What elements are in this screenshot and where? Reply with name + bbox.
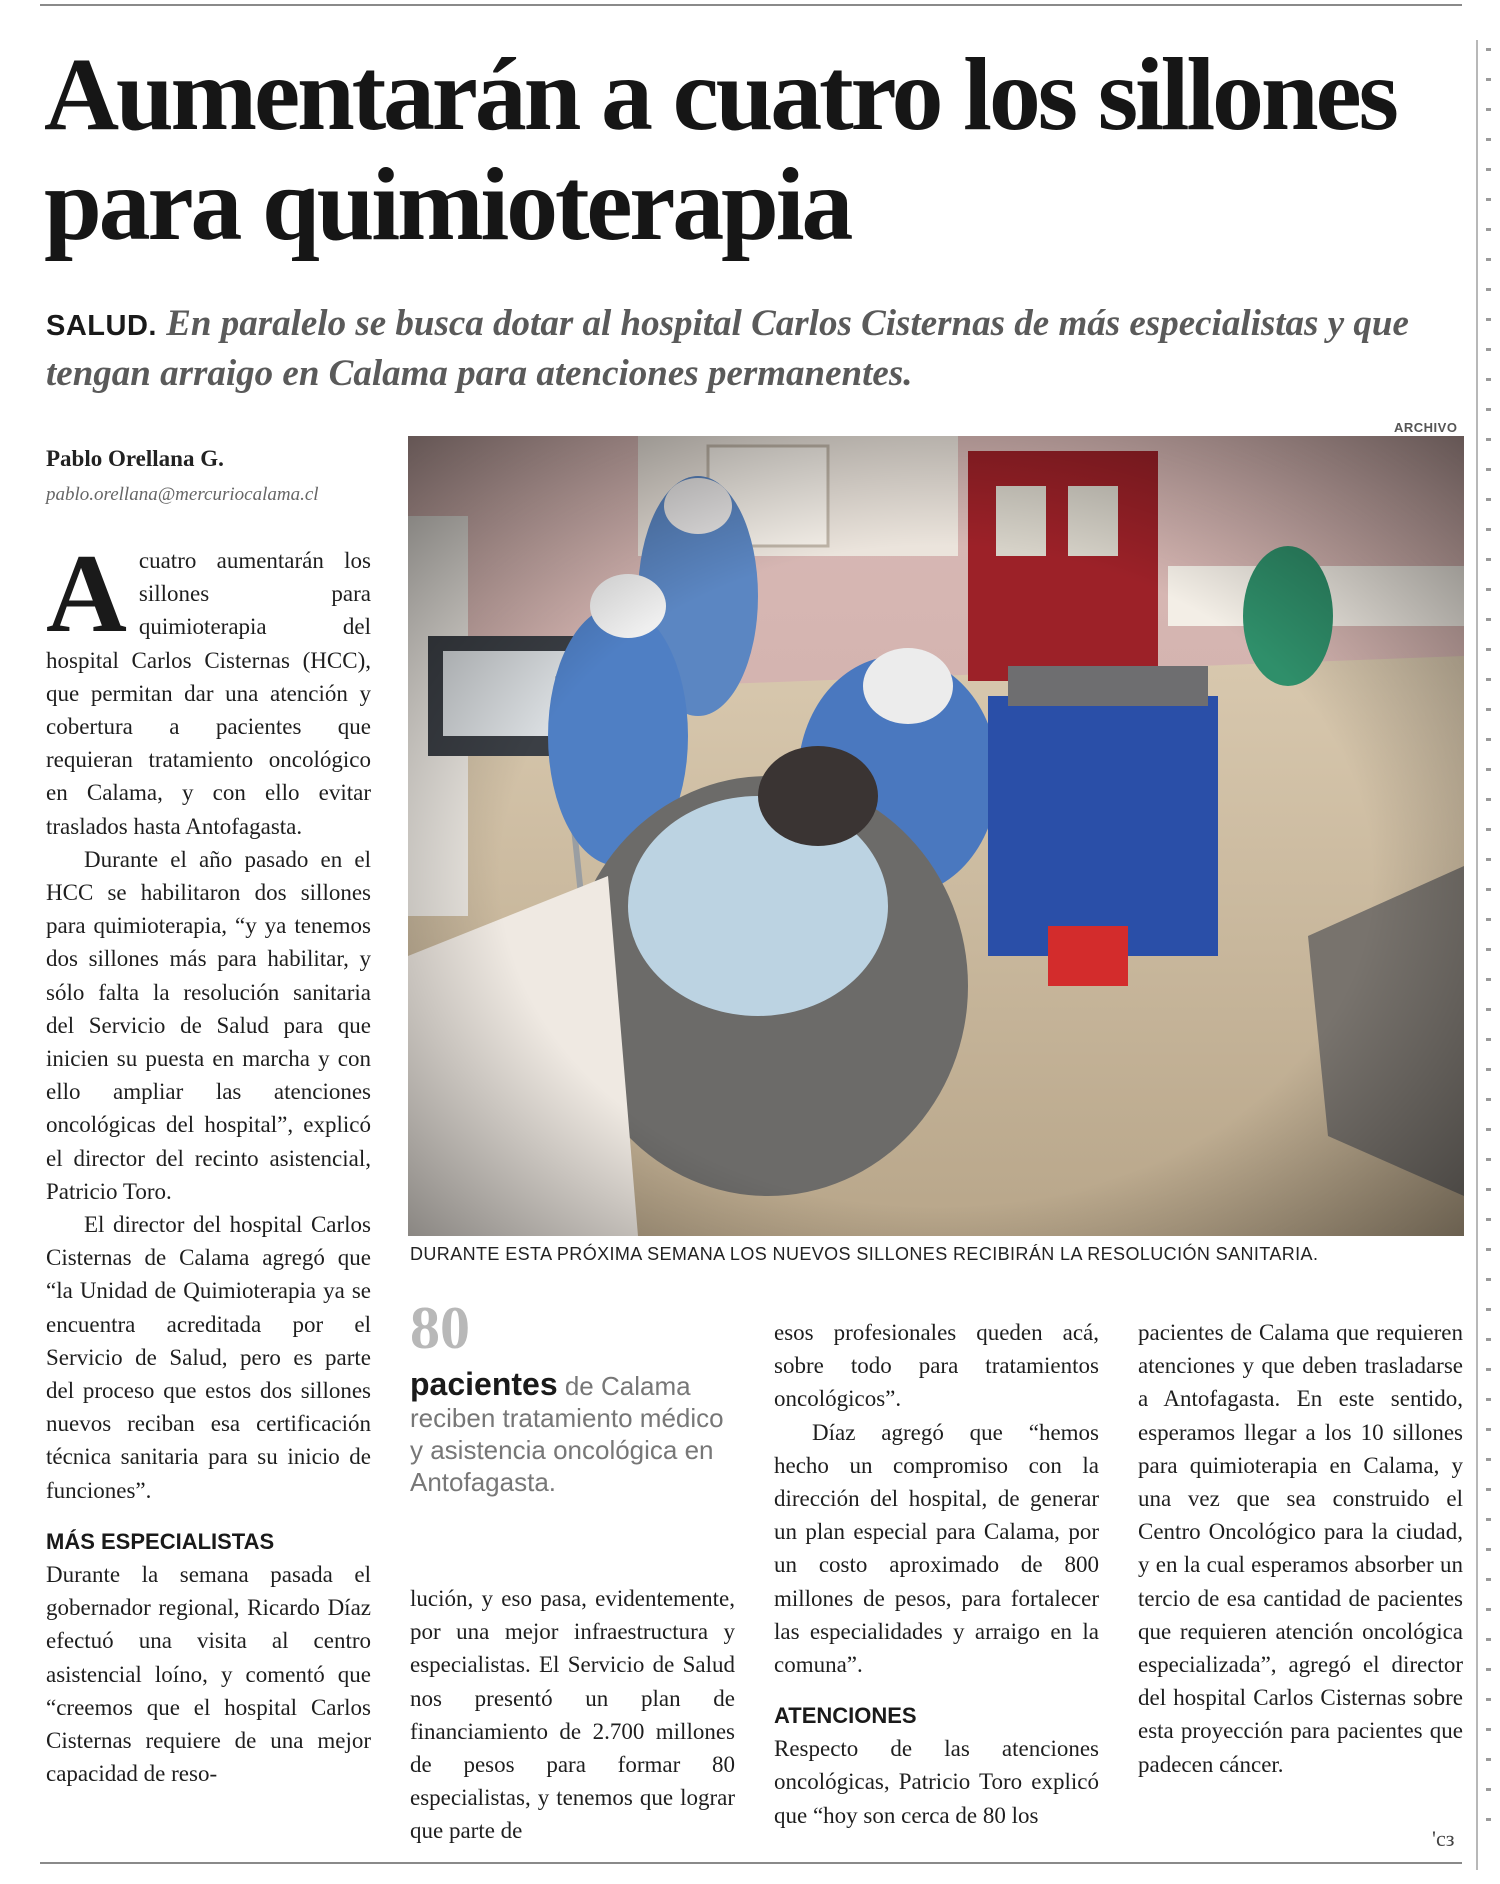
edge-mark	[1486, 1428, 1491, 1431]
bottom-rule	[40, 1862, 1462, 1864]
edge-mark	[1486, 348, 1491, 351]
edge-mark	[1486, 228, 1491, 231]
paragraph-3: El director del hospital Carlos Cisternas de Calama agregó que “la Unidad de Quimioterapia ya se encuentra acreditada por el Servicio de Salud, pero es parte del proceso que estos dos sillones nuevos reciban esa certificación técnica sanitaria para su inicio de funciones”.	[46, 1212, 371, 1503]
edge-mark	[1486, 1758, 1491, 1761]
edge-mark	[1486, 798, 1491, 801]
edge-mark	[1486, 1338, 1491, 1341]
edge-mark	[1486, 1368, 1491, 1371]
edge-mark	[1486, 1728, 1491, 1731]
stat-text: de Calama reciben tratamiento médico y asistencia oncológica en Antofagasta.	[410, 1371, 724, 1497]
end-signature: 'cз	[1432, 1826, 1455, 1851]
deck	[46, 300, 1446, 398]
edge-mark	[1486, 468, 1491, 471]
byline-email[interactable]: pablo.orellana@mercuriocalama.cl	[46, 484, 319, 505]
paragraph-5: lución, y eso pasa, evidentemente, por una mejor infraestructura y especialistas. El Servicio de Salud nos presentó un plan de financiamiento de 2.700 millones de pesos para formar 80 especialistas, y tenemos que lograr que parte de	[410, 1586, 735, 1844]
edge-mark	[1486, 858, 1491, 861]
hospital-photo-image	[408, 436, 1464, 1236]
stat-description	[410, 1368, 736, 1498]
edge-mark	[1486, 1158, 1491, 1161]
stat-number: 80	[410, 1295, 470, 1361]
paragraph-1-text: cuatro aumentarán los sillones para quimioterapia del hospital Carlos Cisternas (HCC), que permitan dar una atención y cobertura a pacientes que requieran tratamiento oncológico en Calama, y con ello evitar traslados hasta Antofagasta.	[46, 548, 371, 839]
edge-mark	[1486, 1248, 1491, 1251]
article-column-2	[410, 1582, 735, 1848]
headline: Aumentarán a cuatro los sillones para quimioterapia	[44, 37, 1396, 262]
drop-cap: A	[46, 532, 127, 656]
byline-author: Pablo Orellana G.	[46, 446, 224, 471]
edge-mark	[1486, 1518, 1491, 1521]
edge-mark	[1486, 198, 1491, 201]
edge-mark	[1486, 108, 1491, 111]
edge-mark	[1486, 438, 1491, 441]
edge-mark	[1486, 558, 1491, 561]
edge-mark	[1486, 1548, 1491, 1551]
edge-mark	[1486, 1608, 1491, 1611]
edge-mark	[1486, 48, 1491, 51]
edge-mark	[1486, 588, 1491, 591]
edge-mark	[1486, 1698, 1491, 1701]
deck-kicker: SALUD.	[46, 310, 157, 342]
paragraph-4: Durante la semana pasada el gobernador regional, Ricardo Díaz efectuó una visita al centro asistencial loíno, y comentó que “creemos que el hospital Carlos Cisternas requiere de una mejor capacidad de reso-	[46, 1561, 371, 1787]
edge-mark	[1486, 1218, 1491, 1221]
edge-mark	[1486, 768, 1491, 771]
edge-mark	[1486, 498, 1491, 501]
edge-mark	[1486, 1188, 1491, 1191]
article-column-3	[774, 1316, 1099, 1832]
paragraph-9: pacientes de Calama que requieren atenciones y que deben trasladarse a Antofagasta. En este sentido, esperamos llegar a los 10 sillones para quimioterapia en Calama, y una vez que sea construido el Centro Oncológico para la ciudad, y en la cual esperamos absorber un tercio de esa cantidad de pacientes que requieren atención oncológica especializada”, agregó el director del hospital Carlos Cisternas sobre esta proyección para pacientes que padecen cáncer.	[1138, 1320, 1463, 1777]
edge-marks	[1486, 40, 1496, 1870]
edge-mark	[1486, 888, 1491, 891]
article-column-1	[46, 532, 371, 1790]
edge-mark	[1486, 1638, 1491, 1641]
subhead-mas-especialistas: MÁS ESPECIALISTAS	[46, 1528, 275, 1554]
edge-mark	[1486, 528, 1491, 531]
paragraph-2: Durante el año pasado en el HCC se habilitaron dos sillones para quimioterapia, “y ya tenemos dos sillones más para habilitar, y sólo falta la resolución sanitaria del Servicio de Salud para que inicien su puesta en marcha y con ello ampliar las atenciones oncológicas del hospital”, explicó el director del recinto asistencial, Patricio Toro.	[46, 846, 371, 1204]
edge-mark	[1486, 1308, 1491, 1311]
edge-mark	[1486, 138, 1491, 141]
edge-mark	[1486, 1128, 1491, 1131]
paragraph-7: Díaz agregó que “hemos hecho un compromiso con la dirección del hospital, de generar un plan especial para Calama, por un costo aproximado de 800 millones de pesos, para fortalecer las especialidades y arraigo en la comuna”.	[774, 1419, 1099, 1678]
stat-box	[410, 1296, 736, 1498]
edge-mark	[1486, 288, 1491, 291]
edge-mark	[1486, 648, 1491, 651]
edge-mark	[1486, 618, 1491, 621]
paragraph-8: Respecto de las atenciones oncológicas, Patricio Toro explicó que “hoy son cerca de 80 los	[774, 1736, 1099, 1828]
paragraph-1	[46, 532, 371, 843]
edge-mark	[1486, 408, 1491, 411]
photo-caption: DURANTE ESTA PRÓXIMA SEMANA LOS NUEVOS SILLONES RECIBIRÁN LA RESOLUCIÓN SANITARIA.	[410, 1244, 1319, 1264]
edge-mark	[1486, 1038, 1491, 1041]
edge-mark	[1486, 978, 1491, 981]
deck-text: En paralelo se busca dotar al hospital Carlos Cisternas de más especialistas y que tengan arraigo en Calama para atenciones permanentes.	[46, 303, 1409, 394]
edge-mark	[1486, 1398, 1491, 1401]
edge-mark	[1486, 258, 1491, 261]
top-rule	[40, 4, 1462, 6]
edge-mark	[1486, 948, 1491, 951]
edge-mark	[1486, 168, 1491, 171]
article-column-4	[1138, 1316, 1463, 1781]
subhead-atenciones: ATENCIONES	[774, 1703, 917, 1729]
edge-mark	[1486, 78, 1491, 81]
edge-mark	[1486, 1068, 1491, 1071]
edge-mark	[1486, 1488, 1491, 1491]
edge-mark	[1486, 378, 1491, 381]
hospital-photo	[408, 436, 1464, 1236]
paragraph-6: esos profesionales queden acá, sobre todo para tratamientos oncológicos”.	[774, 1320, 1099, 1412]
stat-lead: pacientes	[410, 1366, 558, 1402]
edge-mark	[1486, 918, 1491, 921]
edge-mark	[1486, 1008, 1491, 1011]
edge-mark	[1486, 1578, 1491, 1581]
edge-mark	[1486, 828, 1491, 831]
right-column-rule	[1476, 40, 1478, 1870]
edge-mark	[1486, 738, 1491, 741]
edge-mark	[1486, 318, 1491, 321]
photo-credit: ARCHIVO	[1394, 420, 1458, 435]
edge-mark	[1486, 1818, 1491, 1821]
edge-mark	[1486, 708, 1491, 711]
edge-mark	[1486, 1668, 1491, 1671]
edge-mark	[1486, 1458, 1491, 1461]
edge-mark	[1486, 678, 1491, 681]
edge-mark	[1486, 1098, 1491, 1101]
edge-mark	[1486, 1278, 1491, 1281]
edge-mark	[1486, 1788, 1491, 1791]
